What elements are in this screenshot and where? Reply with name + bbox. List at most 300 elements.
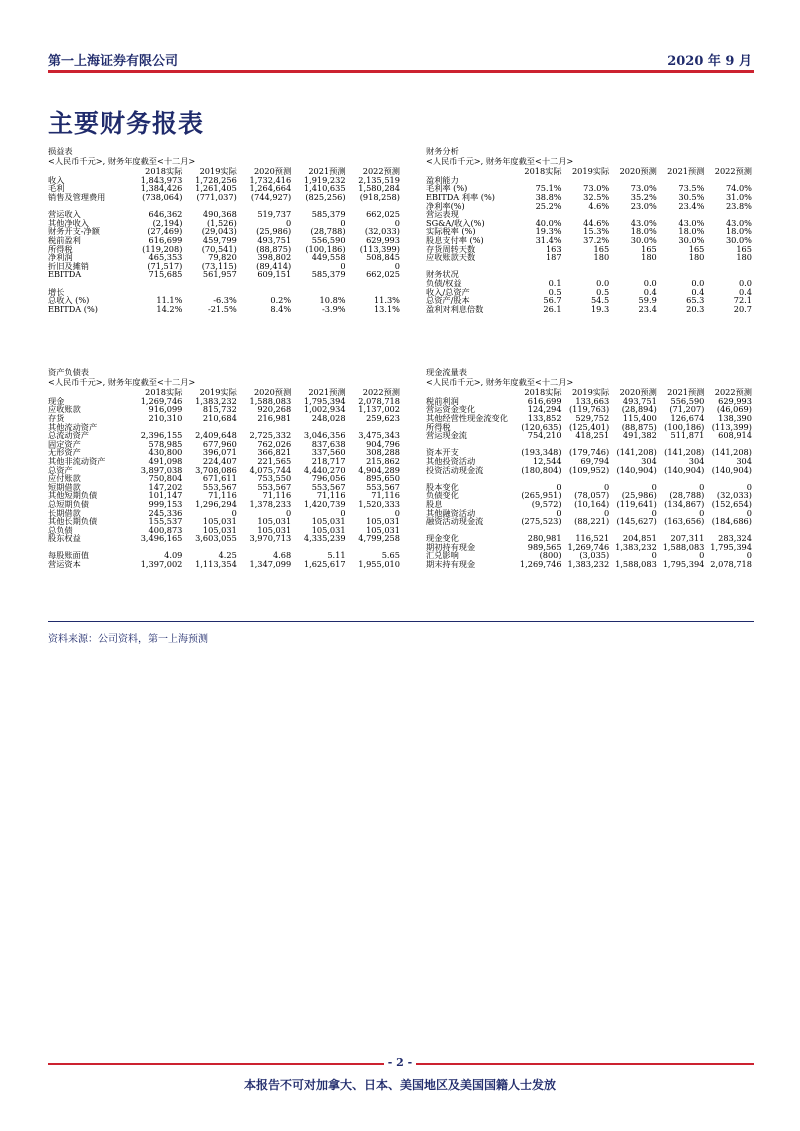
balance-row-label: 每股账面值 xyxy=(48,550,89,561)
cashflow-cell: (193,348) xyxy=(521,447,562,458)
income-cell: -3.9% xyxy=(321,303,346,314)
balance-row-label: 短期借款 xyxy=(48,481,81,492)
cashflow-cell: 304 xyxy=(641,455,657,466)
finanalysis-cell: 19.3 xyxy=(590,303,610,314)
cashflow-row-label: 其他融资活动 xyxy=(426,507,476,518)
balance-row xyxy=(48,414,400,423)
finanalysis-cell: 25.2% xyxy=(535,200,562,211)
finanalysis-row-label: 实际税率 (%) xyxy=(426,226,476,237)
income-cell: (113,399) xyxy=(359,243,400,254)
cashflow-column-header: 2022预测 xyxy=(714,387,752,398)
cashflow-cell: 0 xyxy=(556,507,562,518)
income-cell: (2,194) xyxy=(152,217,183,228)
balance-cell: 216,981 xyxy=(257,412,292,423)
page-number-text: - 2 - xyxy=(384,1056,416,1069)
income-cell: 490,368 xyxy=(202,209,237,220)
balance-cell: 796,056 xyxy=(311,473,346,484)
finanalysis-cell: 0.0 xyxy=(738,277,752,288)
cashflow-row-label: 股本变化 xyxy=(426,481,459,492)
income-row-label: 税前盈利 xyxy=(48,234,81,245)
cashflow-cell: (10,164) xyxy=(574,498,610,509)
balance-cell: 71,116 xyxy=(262,490,292,501)
balance-cell: 1,420,739 xyxy=(303,498,346,509)
income-row-label: 其他净收入 xyxy=(48,217,89,228)
income-cell: 1,732,416 xyxy=(249,174,292,185)
finanalysis-cell: 31.0% xyxy=(725,191,752,202)
income-cell: 1,264,664 xyxy=(249,183,292,194)
balance-cell: 4,440,270 xyxy=(303,464,346,475)
income-cell: 493,751 xyxy=(257,234,292,245)
finanalysis-row-label: 存货周转天数 xyxy=(426,243,476,254)
cashflow-cell: 608,914 xyxy=(718,430,752,441)
cashflow-cell: (9,572) xyxy=(531,498,562,509)
balance-cell: 147,202 xyxy=(148,481,183,492)
balance-cell: 895,650 xyxy=(366,473,400,484)
source-rule xyxy=(48,621,754,622)
balance-cell: 105,031 xyxy=(366,524,400,535)
income-cell: 585,379 xyxy=(311,209,346,220)
finanalysis-row-label: 收入/总资产 xyxy=(426,286,470,297)
cashflow-cell: 1,588,083 xyxy=(662,541,705,552)
income-cell: (119,208) xyxy=(142,243,183,254)
cashflow-cell: (120,635) xyxy=(521,421,562,432)
income-row-label: 销售及管理费用 xyxy=(48,191,106,202)
finanalysis-cell: 0.1 xyxy=(548,277,562,288)
finanalysis-cell: 38.8% xyxy=(535,191,562,202)
cashflow-cell: 1,383,232 xyxy=(615,541,657,552)
finanalysis-cell: 165 xyxy=(641,243,657,254)
income-row-label: 收入 xyxy=(48,174,65,185)
finanalysis-column-header: 2022预测 xyxy=(714,166,752,177)
cash-flow-panel xyxy=(426,368,752,568)
finanalysis-cell: 0.0 xyxy=(596,277,610,288)
finanalysis-cell: 23.4% xyxy=(678,200,705,211)
balance-cell: 837,638 xyxy=(311,438,346,449)
income-cell: 1,843,973 xyxy=(140,174,183,185)
cashflow-cell: 115,400 xyxy=(622,412,657,423)
finanalysis-subtitle: <人民币千元>, 财务年度截至<十二月> xyxy=(426,156,574,166)
balance-cell: 71,116 xyxy=(316,490,346,501)
cashflow-cell: 0 xyxy=(699,481,705,492)
balance-cell: 3,708,086 xyxy=(195,464,237,475)
cashflow-row-label: 期末持有现金 xyxy=(426,559,476,570)
cashflow-cell: 1,383,232 xyxy=(567,559,610,570)
income-cell: 1,919,232 xyxy=(303,174,346,185)
cashflow-cell: (163,656) xyxy=(664,516,705,527)
finanalysis-row-label: 应收账款天数 xyxy=(426,252,476,263)
cashflow-cell: 126,674 xyxy=(670,412,705,423)
balance-row-label: 应付账款 xyxy=(48,473,81,484)
cashflow-cell: 12,544 xyxy=(532,455,562,466)
balance-cell: 308,288 xyxy=(366,447,400,458)
income-column-header: 2020预测 xyxy=(253,166,292,177)
income-cell: 11.3% xyxy=(373,295,400,306)
cashflow-cell: (109,952) xyxy=(568,464,610,475)
balance-cell: 1,378,233 xyxy=(249,498,292,509)
finanalysis-cell: 15.3% xyxy=(583,226,610,237)
balance-row-label: 长期借款 xyxy=(48,507,81,518)
balance-row-label: 营运资本 xyxy=(48,559,81,570)
finanalysis-column-header: 2020预测 xyxy=(619,166,657,177)
balance-cell: 1,296,294 xyxy=(195,498,237,509)
cashflow-cell: 133,663 xyxy=(575,395,610,406)
finanalysis-title: 财务分析 xyxy=(426,146,459,156)
balance-cell: 920,268 xyxy=(257,404,292,415)
cashflow-cell: 0 xyxy=(699,550,705,561)
income-cell: 1,728,256 xyxy=(195,174,237,185)
balance-column-header: 2018实际 xyxy=(145,387,183,398)
cashflow-row-label: 所得税 xyxy=(426,421,451,432)
income-cell: -6.3% xyxy=(213,295,237,306)
cashflow-cell: (140,904) xyxy=(664,464,705,475)
income-cell: 2,135,519 xyxy=(358,174,400,185)
income-cell: 1,410,635 xyxy=(303,183,346,194)
cashflow-row-label: 现金变化 xyxy=(426,533,459,544)
cashflow-cell: (119,763) xyxy=(568,404,610,415)
income-cell: 616,699 xyxy=(148,234,183,245)
income-cell: 13.1% xyxy=(373,303,400,314)
finanalysis-cell: 0.4 xyxy=(738,286,752,297)
income-cell: 646,362 xyxy=(148,209,183,220)
income-cell: 662,025 xyxy=(366,209,400,220)
income-cell: (100,186) xyxy=(305,243,346,254)
company-name: 第一上海证券有限公司 xyxy=(48,54,179,69)
balance-cell: 1,137,002 xyxy=(358,404,400,415)
income-column-header: 2021预测 xyxy=(308,166,346,177)
balance-cell: 4,799,258 xyxy=(358,533,400,544)
cashflow-cell: (141,208) xyxy=(711,447,752,458)
income-row-label: 折旧及摊销 xyxy=(48,260,89,271)
balance-cell: 3,970,713 xyxy=(249,533,292,544)
income-cell: 715,685 xyxy=(148,269,183,280)
balance-row-label: 其他非流动资产 xyxy=(48,455,106,466)
income-cell: 0 xyxy=(285,217,292,228)
finanalysis-row-label: EBITDA 利率 (%) xyxy=(426,191,495,202)
balance-cell: 4,075,744 xyxy=(249,464,292,475)
income-subtitle: <人民币千元>, 财务年度截至<十二月> xyxy=(48,156,196,166)
balance-cell: 1,397,002 xyxy=(140,559,183,570)
finanalysis-cell: 180 xyxy=(593,252,610,263)
finanalysis-cell: 37.2% xyxy=(583,234,610,245)
header-rule xyxy=(48,70,754,73)
cashflow-cell: (134,867) xyxy=(664,498,705,509)
income-row-label: EBITDA xyxy=(48,269,82,280)
income-row xyxy=(48,193,400,202)
cashflow-cell: 1,269,746 xyxy=(567,541,610,552)
cashflow-row-label: 税前利润 xyxy=(426,395,459,406)
finanalysis-cell: 0.0 xyxy=(643,277,657,288)
balance-row xyxy=(48,500,400,509)
cashflow-cell: 1,795,394 xyxy=(710,541,752,552)
cashflow-row-label: 股息 xyxy=(426,498,443,509)
cashflow-cell: 493,751 xyxy=(622,395,657,406)
finanalysis-cell: 23.8% xyxy=(725,200,752,211)
cashflow-cell: (140,904) xyxy=(711,464,752,475)
cashflow-row-label: 投资活动现金流 xyxy=(426,464,484,475)
balance-cell: 2,396,155 xyxy=(140,430,183,441)
cashflow-row-label: 期初持有现金 xyxy=(426,541,476,552)
balance-row-label: 总短期负债 xyxy=(48,498,89,509)
finanalysis-cell: 30.0% xyxy=(678,234,705,245)
balance-cell: 2,409,648 xyxy=(195,430,237,441)
cashflow-row xyxy=(426,465,752,474)
cashflow-cell: 0 xyxy=(746,550,752,561)
cashflow-row-label: 负债变化 xyxy=(426,490,459,501)
finanalysis-row-label: 毛利率 (%) xyxy=(426,183,468,194)
finanalysis-cell: 165 xyxy=(688,243,705,254)
finanalysis-cell: 30.5% xyxy=(678,191,705,202)
cashflow-cell: 304 xyxy=(688,455,705,466)
finanalysis-cell: 43.0% xyxy=(725,217,752,228)
cashflow-cell: 69,794 xyxy=(580,455,610,466)
cashflow-cell: 207,311 xyxy=(670,533,705,544)
income-cell: (771,037) xyxy=(196,191,237,202)
cashflow-cell: (125,401) xyxy=(568,421,610,432)
cashflow-cell: 2,078,718 xyxy=(710,559,752,570)
income-cell: 561,957 xyxy=(202,269,237,280)
finanalysis-cell: 75.1% xyxy=(535,183,562,194)
finanalysis-row-label: 盈利能力 xyxy=(426,174,459,185)
finanalysis-cell: 4.6% xyxy=(588,200,610,211)
finanalysis-header-row xyxy=(426,167,752,176)
cashflow-cell: 304 xyxy=(736,455,752,466)
finanalysis-cell: 180 xyxy=(641,252,657,263)
finanalysis-cell: 163 xyxy=(545,243,562,254)
cashflow-cell: (88,875) xyxy=(621,421,657,432)
balance-cell: 245,336 xyxy=(148,507,183,518)
cashflow-cell: 0 xyxy=(746,507,752,518)
balance-cell: 5.65 xyxy=(381,550,400,561)
cashflow-subtitle: <人民币千元>, 财务年度截至<十二月> xyxy=(426,377,574,387)
balance-cell: 1,520,333 xyxy=(358,498,400,509)
cashflow-cell: 133,852 xyxy=(527,412,562,423)
balance-cell: 5.11 xyxy=(327,550,346,561)
cashflow-cell: (119,641) xyxy=(616,498,657,509)
cashflow-column-header: 2019实际 xyxy=(571,387,610,398)
finanalysis-cell: 65.3 xyxy=(686,295,705,306)
balance-cell: 4.09 xyxy=(164,550,183,561)
balance-cell: 3,603,055 xyxy=(195,533,237,544)
income-cell: 14.2% xyxy=(156,303,183,314)
cashflow-cell: (28,788) xyxy=(669,490,705,501)
income-row-label: 总收入 (%) xyxy=(48,295,90,306)
cashflow-cell: (32,033) xyxy=(716,490,752,501)
balance-cell: 105,031 xyxy=(257,516,292,527)
balance-cell: 337,560 xyxy=(311,447,346,458)
balance-cell: 553,567 xyxy=(366,481,400,492)
cashflow-column-header: 2021预测 xyxy=(667,387,705,398)
finanalysis-cell: 0.4 xyxy=(691,286,705,297)
balance-cell: 1,795,394 xyxy=(303,395,346,406)
cashflow-cell: (3,035) xyxy=(579,550,610,561)
balance-cell: 1,269,746 xyxy=(140,395,183,406)
income-cell: 0 xyxy=(340,217,346,228)
balance-row-label: 其他短期负债 xyxy=(48,490,98,501)
income-cell: (28,788) xyxy=(310,226,346,237)
financial-analysis-panel xyxy=(426,147,752,313)
balance-cell: 3,046,356 xyxy=(303,430,346,441)
balance-cell: 671,611 xyxy=(202,473,237,484)
balance-cell: 0 xyxy=(394,507,400,518)
cashflow-cell: 754,210 xyxy=(527,430,562,441)
finanalysis-row-label: 财务状况 xyxy=(426,269,459,280)
finanalysis-cell: 187 xyxy=(545,252,562,263)
finanalysis-row xyxy=(426,253,752,262)
income-cell: 449,558 xyxy=(311,252,346,263)
finanalysis-column-header: 2021预测 xyxy=(667,166,705,177)
income-row-label: 所得税 xyxy=(48,243,73,254)
balance-cell: 0 xyxy=(231,507,237,518)
income-cell: 508,845 xyxy=(366,252,400,263)
income-cell: 0 xyxy=(394,217,400,228)
income-cell: 0.2% xyxy=(270,295,292,306)
cashflow-cell: 629,993 xyxy=(718,395,752,406)
finanalysis-cell: 23.0% xyxy=(630,200,657,211)
finanalysis-row-label: 总资产/股本 xyxy=(426,295,470,306)
finanalysis-column-header: 2019实际 xyxy=(571,166,610,177)
cashflow-cell: 1,588,083 xyxy=(615,559,657,570)
finanalysis-row-label: 负债/权益 xyxy=(426,277,462,288)
balance-cell: 210,684 xyxy=(202,412,237,423)
cashflow-cell: 283,324 xyxy=(718,533,752,544)
income-cell: (744,927) xyxy=(250,191,292,202)
finanalysis-cell: 72.1 xyxy=(733,295,752,306)
balance-cell: 71,116 xyxy=(208,490,237,501)
finanalysis-cell: 30.0% xyxy=(630,234,657,245)
income-cell: 629,993 xyxy=(366,234,400,245)
finanalysis-spacer xyxy=(426,262,752,271)
balance-row-label: 总资产 xyxy=(48,464,73,475)
income-cell: 1,261,405 xyxy=(195,183,237,194)
income-cell: (71,517) xyxy=(147,260,183,271)
balance-cell: 2,078,718 xyxy=(358,395,400,406)
finanalysis-cell: 23.4 xyxy=(638,303,657,314)
cashflow-cell: 124,294 xyxy=(527,404,562,415)
balance-cell: 221,565 xyxy=(257,455,292,466)
income-cell: (825,256) xyxy=(305,191,346,202)
cashflow-cell: 0 xyxy=(699,507,705,518)
finanalysis-row-label: 盈利对利息倍数 xyxy=(426,303,484,314)
cashflow-cell: (100,186) xyxy=(664,421,705,432)
balance-column-header: 2022预测 xyxy=(362,387,400,398)
cashflow-title: 现金流量表 xyxy=(426,367,467,377)
income-cell: (70,541) xyxy=(201,243,237,254)
balance-cell: 3,897,038 xyxy=(140,464,183,475)
finanalysis-row-label: 营运表现 xyxy=(426,209,459,220)
balance-cell: 105,031 xyxy=(311,516,346,527)
cashflow-cell: 0 xyxy=(603,481,610,492)
balance-cell: 578,985 xyxy=(148,438,183,449)
finanalysis-row-label: 股息支付率 (%) xyxy=(426,234,484,245)
balance-cell: 259,623 xyxy=(366,412,400,423)
cashflow-row-label: 营运资金变化 xyxy=(426,404,476,415)
balance-cell: 553,567 xyxy=(202,481,237,492)
finanalysis-cell: 20.3 xyxy=(686,303,705,314)
finanalysis-cell: 0.5 xyxy=(596,286,610,297)
balance-row-label: 其他流动资产 xyxy=(48,421,98,432)
balance-cell: 1,625,617 xyxy=(303,559,346,570)
cashflow-cell: (180,804) xyxy=(521,464,562,475)
cashflow-cell: (28,894) xyxy=(621,404,657,415)
finanalysis-column-header: 2018实际 xyxy=(524,166,562,177)
balance-cell: 677,960 xyxy=(202,438,237,449)
finanalysis-cell: 30.0% xyxy=(725,234,752,245)
cashflow-row-label: 营运现金流 xyxy=(426,430,467,441)
finanalysis-cell: 44.6% xyxy=(583,217,610,228)
income-spacer xyxy=(48,279,400,288)
finanalysis-cell: 73.0% xyxy=(583,183,610,194)
cashflow-cell: (71,207) xyxy=(669,404,705,415)
income-cell: 1,580,284 xyxy=(358,183,400,194)
balance-row xyxy=(48,534,400,543)
finanalysis-cell: 73.5% xyxy=(678,183,705,194)
finanalysis-cell: 43.0% xyxy=(678,217,705,228)
income-row-label: 增长 xyxy=(48,286,65,297)
cashflow-cell: 418,251 xyxy=(575,430,610,441)
cashflow-cell: 0 xyxy=(746,481,752,492)
finanalysis-cell: 35.2% xyxy=(630,191,657,202)
income-cell: 8.4% xyxy=(270,303,292,314)
cashflow-cell: (152,654) xyxy=(711,498,752,509)
finanalysis-cell: 0.5 xyxy=(548,286,562,297)
income-cell: 556,590 xyxy=(311,234,346,245)
balance-column-header: 2021预测 xyxy=(308,387,346,398)
balance-cell: 366,821 xyxy=(257,447,292,458)
income-cell: 519,737 xyxy=(257,209,292,220)
balance-row-label: 总负债 xyxy=(48,524,73,535)
balance-cell: 2,725,332 xyxy=(249,430,292,441)
cashflow-cell: (113,399) xyxy=(711,421,752,432)
balance-cell: 762,026 xyxy=(257,438,292,449)
income-row-label: EBITDA (%) xyxy=(48,303,98,314)
finanalysis-cell: 20.7 xyxy=(733,303,752,314)
cashflow-cell: 616,699 xyxy=(527,395,562,406)
balance-row-label: 应收账款 xyxy=(48,404,81,415)
income-cell: -21.5% xyxy=(208,303,237,314)
cashflow-row-label: 融资活动现金流 xyxy=(426,516,484,527)
cashflow-row-label: 汇兑影响 xyxy=(426,550,459,561)
cashflow-cell: 1,795,394 xyxy=(662,559,705,570)
balance-title: 资产负债表 xyxy=(48,367,89,377)
page-title: 主要财务报表 xyxy=(48,109,205,138)
balance-cell: 105,031 xyxy=(202,524,237,535)
cashflow-row xyxy=(426,517,752,526)
balance-cell: 224,407 xyxy=(202,455,237,466)
cashflow-cell: 1,269,746 xyxy=(519,559,562,570)
income-cell: 0 xyxy=(340,260,346,271)
balance-cell: 3,496,165 xyxy=(140,533,183,544)
balance-cell: 3,475,343 xyxy=(358,430,400,441)
cashflow-cell: (800) xyxy=(539,550,562,561)
balance-row xyxy=(48,560,400,569)
report-date: 2020 年 9 月 xyxy=(667,54,752,69)
balance-cell: 4.25 xyxy=(218,550,237,561)
balance-row-label: 股东权益 xyxy=(48,533,81,544)
finanalysis-cell: 73.0% xyxy=(630,183,657,194)
finanalysis-cell: 40.0% xyxy=(535,217,562,228)
balance-cell: 1,588,083 xyxy=(249,395,292,406)
income-cell: (73,115) xyxy=(201,260,237,271)
balance-cell: 4,335,239 xyxy=(303,533,346,544)
cashflow-cell: (25,986) xyxy=(621,490,657,501)
balance-row-label: 其他长期负债 xyxy=(48,516,98,527)
balance-cell: 815,732 xyxy=(202,404,237,415)
balance-cell: 999,153 xyxy=(148,498,183,509)
cashflow-cell: (275,523) xyxy=(521,516,562,527)
balance-cell: 4.68 xyxy=(272,550,292,561)
income-cell: (27,469) xyxy=(147,226,183,237)
income-cell: 585,379 xyxy=(311,269,346,280)
